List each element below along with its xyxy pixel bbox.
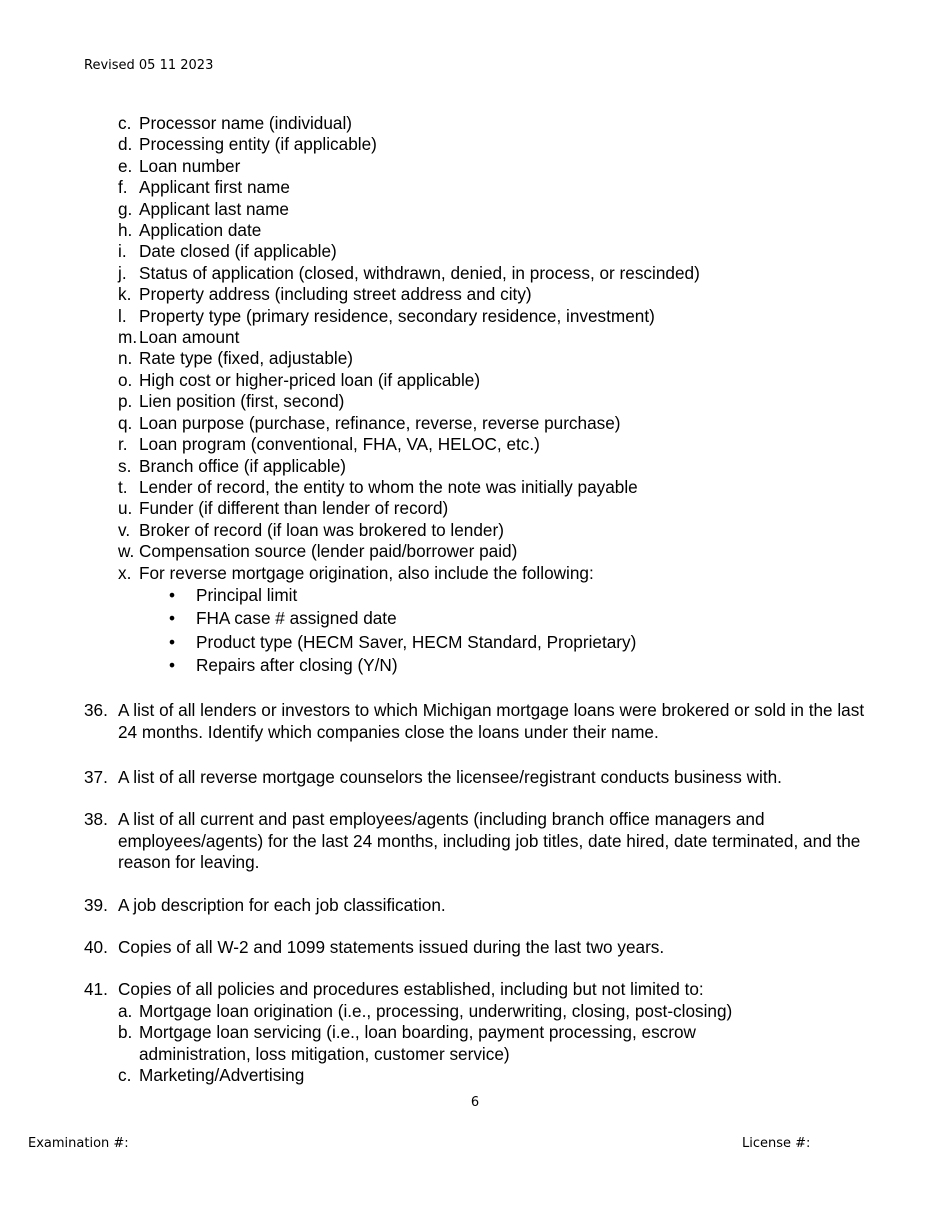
numbered-item-40 <box>84 937 884 958</box>
bullet-item <box>169 631 884 654</box>
sub-item-a <box>118 1001 884 1022</box>
list-item-u <box>84 498 884 519</box>
item-text: Property type (primary residence, secondary residence, investment) <box>139 305 655 326</box>
list-item-v <box>84 520 884 541</box>
item-letter: q. <box>118 412 133 433</box>
license-label: License #: <box>742 1136 811 1151</box>
item-text: Mortgage loan servicing (i.e., loan boarding, payment processing, escrow administration, loss mitigation, customer service) <box>139 1022 696 1064</box>
item-letter: c. <box>118 1065 132 1085</box>
item-text: Date closed (if applicable) <box>139 241 337 262</box>
item-letter: t. <box>118 476 128 497</box>
list-item-m <box>84 327 884 348</box>
numbered-item-37 <box>84 767 884 788</box>
item-text: Lender of record, the entity to whom the note was initially payable <box>139 476 638 497</box>
item-letter: x. <box>118 562 132 583</box>
item-letter: r. <box>118 434 128 455</box>
list-item-j <box>84 263 884 284</box>
bullet-text: Product type (HECM Saver, HECM Standard, Proprietary) <box>196 631 637 652</box>
list-item-i <box>84 241 884 262</box>
bullet-text: FHA case # assigned date <box>196 608 397 629</box>
list-item-o <box>84 370 884 391</box>
item-letter: o. <box>118 369 133 390</box>
item-letter: j. <box>118 262 127 283</box>
bullet-item <box>169 584 884 607</box>
revision-date: Revised 05 11 2023 <box>84 58 214 73</box>
item-text: Marketing/Advertising <box>139 1065 305 1085</box>
item-text: Funder (if different than lender of record) <box>139 498 449 519</box>
item-letter: v. <box>118 519 131 540</box>
list-item-f <box>84 177 884 198</box>
item-text: Copies of all W-2 and 1099 statements issued during the last two years. <box>118 936 665 957</box>
item-text: For reverse mortgage origination, also include the following: <box>139 562 594 583</box>
item-text: High cost or higher-priced loan (if applicable) <box>139 369 481 390</box>
numbered-item-38 <box>84 809 884 873</box>
list-item-r <box>84 434 884 455</box>
item-text: A list of all current and past employees/agents (including branch office managers and employees/agents) for the last 24 months, including job titles, date hired, date terminated, and the reason for leaving. <box>118 809 861 873</box>
item-number: 40. <box>84 936 108 957</box>
list-item-d <box>84 134 884 155</box>
item-letter: s. <box>118 455 132 476</box>
numbered-item-36 <box>84 700 884 743</box>
item-text: Lien position (first, second) <box>139 391 345 412</box>
item-letter: e. <box>118 155 133 176</box>
bullet-icon: • <box>169 584 176 605</box>
list-item-s <box>84 456 884 477</box>
list-item-g <box>84 199 884 220</box>
bullet-text: Principal limit <box>196 584 298 605</box>
numbered-item-39 <box>84 895 884 916</box>
item-text: Compensation source (lender paid/borrower paid) <box>139 541 518 562</box>
list-item-c <box>84 113 884 134</box>
sub-item-b <box>118 1022 884 1065</box>
item-letter: f. <box>118 177 128 198</box>
item-letter: w. <box>118 541 135 562</box>
item-letter: u. <box>118 498 133 519</box>
item-text: Application date <box>139 220 262 241</box>
item-letter: p. <box>118 391 133 412</box>
list-item-q <box>84 413 884 434</box>
list-item-h <box>84 220 884 241</box>
bullet-item <box>169 607 884 630</box>
item-letter: i. <box>118 241 127 262</box>
document-body <box>84 113 884 1086</box>
bullet-text: Repairs after closing (Y/N) <box>196 654 398 675</box>
item-text: Mortgage loan origination (i.e., processing, underwriting, closing, post-closing) <box>139 1000 733 1021</box>
item-letter: d. <box>118 134 133 155</box>
item-letter: h. <box>118 220 133 241</box>
list-item-w <box>84 541 884 562</box>
numbered-item-41 <box>84 979 884 1000</box>
item-letter: k. <box>118 284 132 305</box>
item-number: 38. <box>84 809 108 830</box>
item-letter: c. <box>118 113 132 133</box>
item-text: Processor name (individual) <box>139 113 353 133</box>
bullet-icon: • <box>169 654 176 675</box>
item-letter: g. <box>118 198 133 219</box>
page-number: 6 <box>470 1095 480 1110</box>
item-text: Status of application (closed, withdrawn, denied, in process, or rescinded) <box>139 262 700 283</box>
item-letter: m. <box>118 327 138 348</box>
item-text: A list of all reverse mortgage counselors the licensee/registrant conducts business with. <box>118 766 782 787</box>
item-text: Loan program (conventional, FHA, VA, HELOC, etc.) <box>139 434 540 455</box>
item-letter: a. <box>118 1000 133 1021</box>
list-item-l <box>84 306 884 327</box>
item-letter: b. <box>118 1022 133 1043</box>
item-text: Loan number <box>139 155 241 176</box>
list-item-p <box>84 391 884 412</box>
item-number: 41. <box>84 979 108 1000</box>
item-text: Loan purpose (purchase, refinance, reverse, reverse purchase) <box>139 412 621 433</box>
bullet-icon: • <box>169 608 176 629</box>
item-text: Property address (including street address and city) <box>139 284 532 305</box>
sub-item-c <box>118 1065 884 1086</box>
item-text: Copies of all policies and procedures established, including but not limited to: <box>118 979 704 1000</box>
item-text: Processing entity (if applicable) <box>139 134 377 155</box>
item-text: A list of all lenders or investors to which Michigan mortgage loans were brokered or sold in the last 24 months. Identify which companies close the loans under their name. <box>118 700 865 742</box>
item-number: 39. <box>84 894 108 915</box>
list-item-n <box>84 348 884 369</box>
bullet-item <box>169 654 884 677</box>
item-number: 36. <box>84 700 108 721</box>
item-text: A job description for each job classification. <box>118 894 446 915</box>
item-text: Applicant first name <box>139 177 290 198</box>
item-text: Rate type (fixed, adjustable) <box>139 348 354 369</box>
item-text: Applicant last name <box>139 198 289 219</box>
examination-label: Examination #: <box>28 1136 129 1151</box>
list-item-e <box>84 156 884 177</box>
item-letter: l. <box>118 305 127 326</box>
list-item-t <box>84 477 884 498</box>
list-item-x <box>84 563 884 584</box>
item-letter: n. <box>118 348 133 369</box>
bullet-icon: • <box>169 631 176 652</box>
item-text: Branch office (if applicable) <box>139 455 346 476</box>
list-item-k <box>84 284 884 305</box>
item-text: Broker of record (if loan was brokered to lender) <box>139 519 504 540</box>
item-number: 37. <box>84 766 108 787</box>
item-text: Loan amount <box>139 327 240 348</box>
